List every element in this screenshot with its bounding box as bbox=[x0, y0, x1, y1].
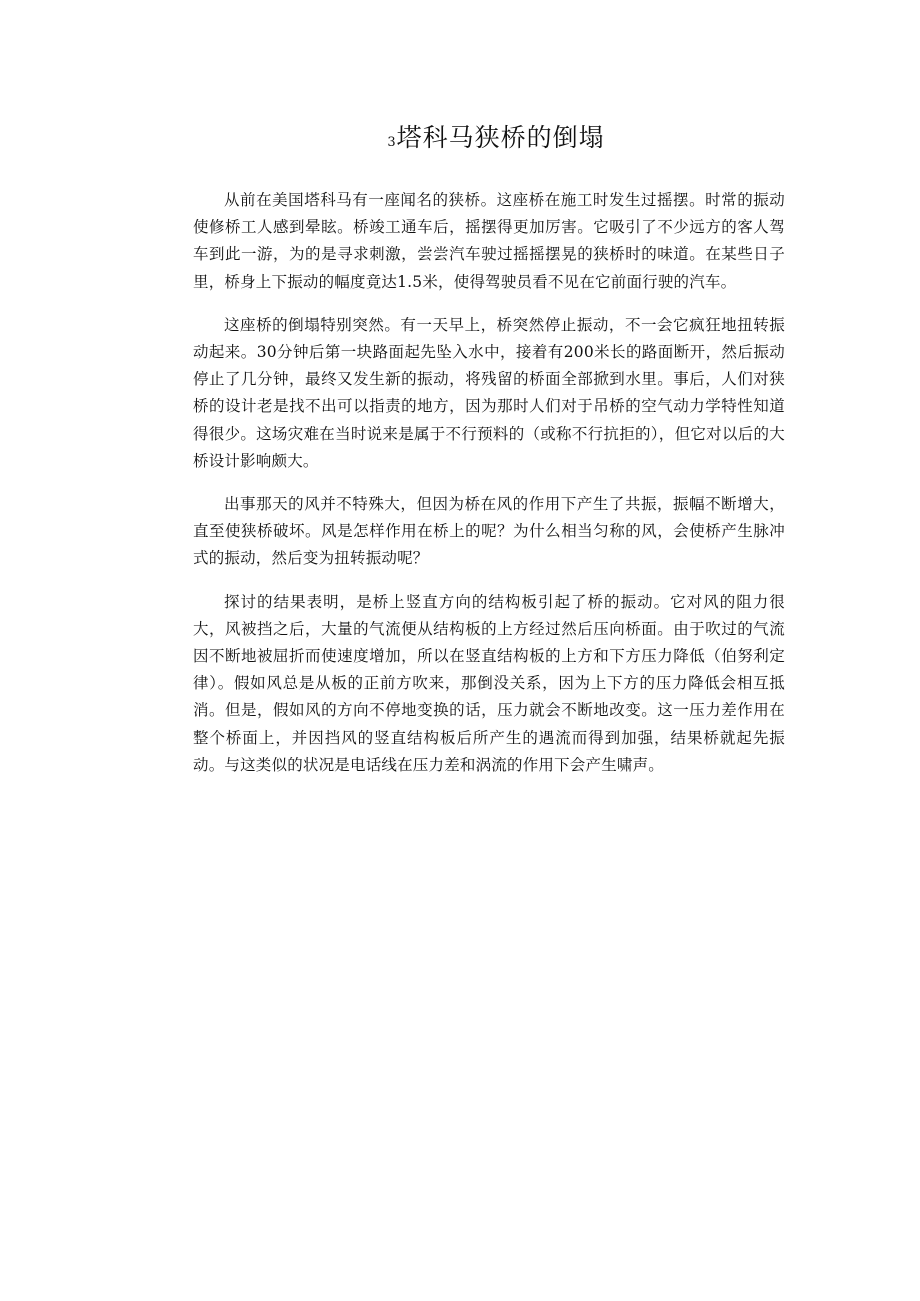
title-text: 塔科马狭桥的倒塌 bbox=[396, 123, 605, 152]
paragraph-4: 探讨的结果表明，是桥上竖直方向的结构板引起了桥的振动。它对风的阻力很大，风被挡之后，大量的气流便从结构板的上方经过然后压向桥面。由于吹过的气流因不断地被屈折而使速度增加，所以在竖直结构板的上方和下方压力降低（伯努利定律）。假如风总是从板的正前方吹来，那倒没关系，因为上下方的压力降低会相互抵消。但是，假如风的方向不停地变换的话，压力就会不断地改变。这一压力差作用在整个桥面上，并因挡风的竖直结构板后所产生的遇流而得到加强，结果桥就起先振动。与这类似的状况是电话线在压力差和涡流的作用下会产生啸声。 bbox=[193, 592, 785, 774]
paragraph-3: 出事那天的风并不特殊大，但因为桥在风的作用下产生了共振，振幅不断增大，直至使狭桥破坏。风是怎样作用在桥上的呢？为什么相当匀称的风，会使桥产生脉冲式的振动，然后变为扭转振动呢？ bbox=[193, 495, 785, 568]
title-number: 3 bbox=[387, 135, 397, 150]
document-title bbox=[193, 118, 785, 163]
paragraph-2: 这座桥的倒塌特别突然。有一天早上，桥突然停止振动，不一会它疯狂地扭转振动起来。30分钟后第一块路面起先坠入水中，接着有200米长的路面断开，然后振动停止了几分钟，最终又发生新的振动，将残留的桥面全部掀到水里。事后，人们对狭桥的设计老是找不出可以指责的地方，因为那时人们对于吊桥的空气动力学特性知道得很少。这场灾难在当时说来是属于不行预料的（或称不行抗拒的），但它对以后的大桥设计影响颇大。 bbox=[193, 315, 785, 470]
document-page bbox=[193, 118, 785, 795]
paragraph-1: 从前在美国塔科马有一座闻名的狭桥。这座桥在施工时发生过摇摆。时常的振动使修桥工人感到晕眩。桥竣工通车后，摇摆得更加厉害。它吸引了不少远方的客人驾车到此一游，为的是寻求刺激，尝尝汽车驶过摇摇摆晃的狭桥时的味道。在某些日子里，桥身上下振动的幅度竟达1.5米，使得驾驶员看不见在它前面行驶的汽车。 bbox=[193, 191, 785, 291]
